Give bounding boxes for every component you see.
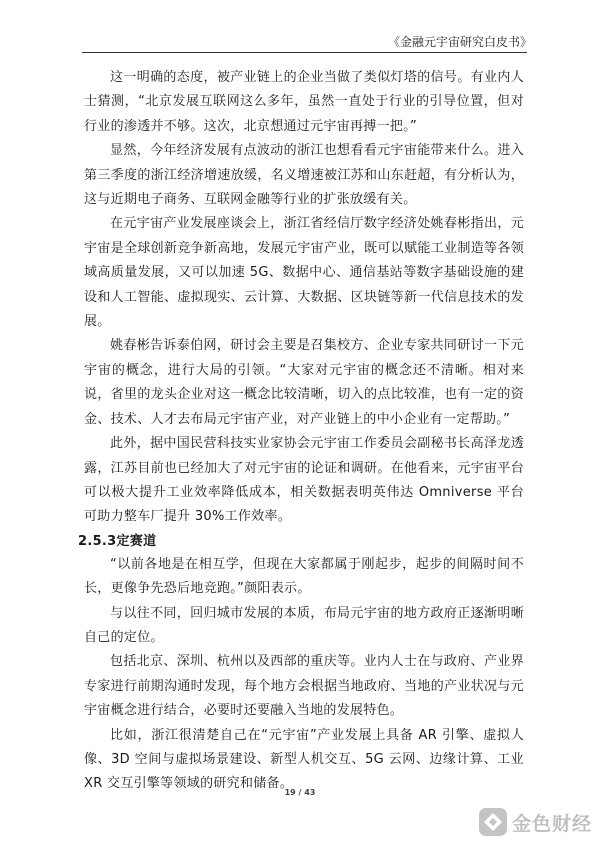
paragraph: 包括北京、深圳、杭州以及西部的重庆等。业内人士在与政府、产业界专家进行前期沟通时发现，每个地方会根据当地政府、当地的产业状况与元宇宙概念进行结合，必要时还要融入当地的发展特色。 bbox=[84, 654, 524, 719]
page-number: 19 / 43 bbox=[284, 788, 316, 797]
paragraph: 姚春彬告诉泰伯网，研讨会主要是召集校方、企业专家共同研讨一下元宇宙的概念，进行大局的引领。“大家对元宇宙的概念还不清晰。相对来说，省里的龙头企业对这一概念比较清晰，切入的点比较准，也有一定的资金、技术、人才去布局元宇宙产业，对产业链上的中小企业有一定帮助。” bbox=[84, 338, 524, 427]
paragraph: 与以往不同，回归城市发展的本质，布局元宇宙的地方政府正逐渐明晰自己的定位。 bbox=[84, 605, 524, 645]
paragraph: 显然，今年经济发展有点波动的浙江也想看看元宇宙能带来什么。进入第三季度的浙江经济增速放缓，名义增速被江苏和山东赶超，有分析认为，这与近期电子商务、互联网金融等行业的扩张放缓有关。 bbox=[84, 143, 524, 208]
paragraph: 比如，浙江很清楚自己在“元宇宙”产业发展上具备 AR 引擎、虚拟人像、3D 空间与虚拟场景建设、新型人机交互、5G 云网、边缘计算、工业 XR 交互引擎等领域的研究和储备。 bbox=[84, 727, 524, 792]
watermark-text: 金色财经 bbox=[512, 812, 593, 835]
header-title: 《金融元宇宙研究白皮书》 bbox=[387, 35, 532, 49]
paragraph: 此外，据中国民营科技实业家协会元宇宙工作委员会副秘书长高泽龙透露，江苏目前也已经加大了对元宇宙的论证和调研。在他看来，元宇宙平台可以极大提升工业效率降低成本，相关数据表明英伟达 Omniverse 平台可助力整车厂提升 30%工作效率。 bbox=[84, 436, 524, 525]
header-divider bbox=[82, 52, 527, 53]
golden-finance-logo-icon bbox=[478, 807, 508, 837]
paragraph: 在元宇宙产业发展座谈会上，浙江省经信厅数字经济处姚春彬指出，元宇宙是全球创新竞争新高地，发展元宇宙产业，既可以赋能工业制造等各领域高质量发展，又可以加速 5G、数据中心、通信基站等数字基础设施的建设和人工智能、虚拟现实、云计算、大数据、区块链等新一代信息技术的发展。 bbox=[84, 216, 524, 330]
body-text bbox=[78, 66, 524, 797]
paragraph: “以前各地是在相互学，但现在大家都属于刚起步，起步的间隔时间不长，更像争先恐后地竞跑。”颜阳表示。 bbox=[84, 556, 524, 597]
watermark bbox=[478, 806, 592, 838]
section-heading: 2.5.3定赛道 bbox=[78, 533, 157, 549]
paragraph: 这一明确的态度，被产业链上的企业当做了类似灯塔的信号。有业内人士猜测，“北京发展互联网这么多年，虽然一直处于行业的引导位置，但对行业的渗透并不够。这次，北京想通过元宇宙再搏一把。” bbox=[84, 70, 524, 134]
